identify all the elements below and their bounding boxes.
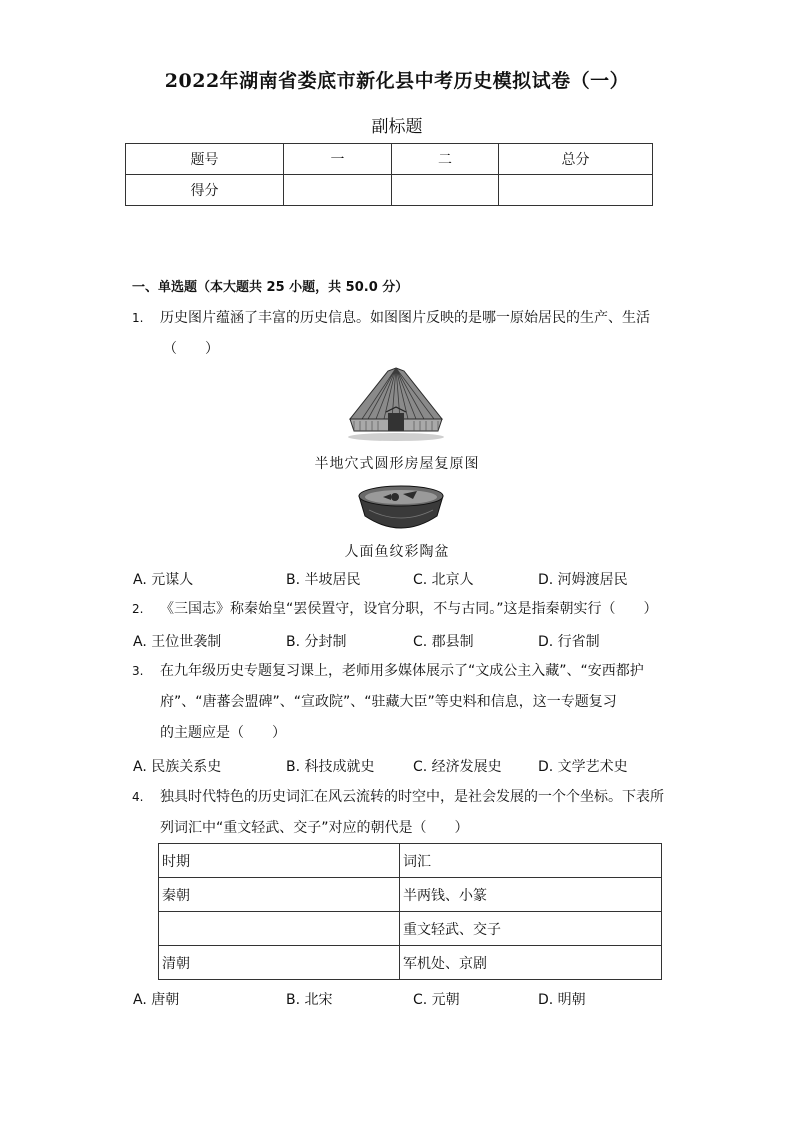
score-row-label: 得分 <box>126 175 284 206</box>
score-header-cell: 总分 <box>499 144 653 175</box>
table-cell: 重文轻武、交子 <box>400 912 662 946</box>
question-number: 2. <box>132 602 144 616</box>
exam-title: 2022年湖南省娄底市新化县中考历史模拟试卷（一） <box>164 70 630 92</box>
table-row <box>126 144 653 175</box>
option-d[interactable]: D. 行省制 <box>538 634 600 650</box>
painted-pottery-basin-illustration <box>357 482 445 538</box>
option-c[interactable]: C. 经济发展史 <box>413 759 502 775</box>
table-row <box>159 946 662 980</box>
section-heading: 一、单选题（本大题共 25 小题，共 50.0 分） <box>132 280 409 295</box>
question-number: 4. <box>132 790 144 804</box>
question-number: 3. <box>132 664 144 678</box>
score-table <box>125 143 653 206</box>
question-text: 在九年级历史专题复习课上，老师用多媒体展示了“文成公主入藏”、“安西都护 <box>160 663 644 679</box>
question-2 <box>132 594 658 625</box>
question-4 <box>132 782 664 813</box>
table-row <box>159 912 662 946</box>
hut-illustration <box>346 365 446 443</box>
table-row <box>159 844 662 878</box>
score-header-cell: 一 <box>284 144 392 175</box>
question-text: 独具时代特色的历史词汇在风云流转的时空中，是社会发展的一个个坐标。下表所 <box>160 789 664 805</box>
score-cell[interactable] <box>499 175 653 206</box>
question-text: 府”、“唐蕃会盟碑”、“宣政院”、“驻藏大臣”等史料和信息，这一专题复习 <box>160 694 617 710</box>
figure-caption: 人面鱼纹彩陶盆 <box>344 544 450 560</box>
option-d[interactable]: D. 河姆渡居民 <box>538 572 628 588</box>
table-cell <box>159 912 400 946</box>
option-a[interactable]: A. 元谋人 <box>133 572 194 588</box>
question-text: 的主题应是（ ） <box>160 725 286 741</box>
question-text: 《三国志》称秦始皇“罢侯置守，设官分职，不与古同。”这是指秦朝实行（ ） <box>160 601 658 617</box>
option-a[interactable]: A. 唐朝 <box>133 992 180 1008</box>
table-header-cell: 词汇 <box>400 844 662 878</box>
option-b[interactable]: B. 半坡居民 <box>286 572 361 588</box>
question-3 <box>132 656 644 687</box>
table-row <box>159 878 662 912</box>
era-vocabulary-table <box>158 843 662 980</box>
table-cell: 半两钱、小篆 <box>400 878 662 912</box>
option-b[interactable]: B. 科技成就史 <box>286 759 375 775</box>
table-cell: 军机处、京剧 <box>400 946 662 980</box>
question-text: （ ） <box>163 341 219 357</box>
table-cell: 清朝 <box>159 946 400 980</box>
option-c[interactable]: C. 郡县制 <box>413 634 474 650</box>
figure-caption: 半地穴式圆形房屋复原图 <box>314 456 480 472</box>
table-row <box>126 175 653 206</box>
score-cell[interactable] <box>392 175 499 206</box>
option-d[interactable]: D. 文学艺术史 <box>538 759 628 775</box>
question-text: 历史图片蕴涵了丰富的历史信息。如图图片反映的是哪一原始居民的生产、生活 <box>160 310 650 326</box>
question-number: 1. <box>132 311 144 325</box>
option-a[interactable]: A. 民族关系史 <box>133 759 222 775</box>
question-1 <box>132 303 650 334</box>
option-d[interactable]: D. 明朝 <box>538 992 586 1008</box>
table-header-cell: 时期 <box>159 844 400 878</box>
option-b[interactable]: B. 分封制 <box>286 634 347 650</box>
table-cell: 秦朝 <box>159 878 400 912</box>
exam-subtitle: 副标题 <box>371 117 423 137</box>
score-header-cell: 二 <box>392 144 499 175</box>
score-header-cell: 题号 <box>126 144 284 175</box>
score-cell[interactable] <box>284 175 392 206</box>
option-c[interactable]: C. 元朝 <box>413 992 460 1008</box>
option-b[interactable]: B. 北宋 <box>286 992 333 1008</box>
question-text: 列词汇中“重文轻武、交子”对应的朝代是（ ） <box>160 820 469 836</box>
option-c[interactable]: C. 北京人 <box>413 572 474 588</box>
option-a[interactable]: A. 王位世袭制 <box>133 634 222 650</box>
